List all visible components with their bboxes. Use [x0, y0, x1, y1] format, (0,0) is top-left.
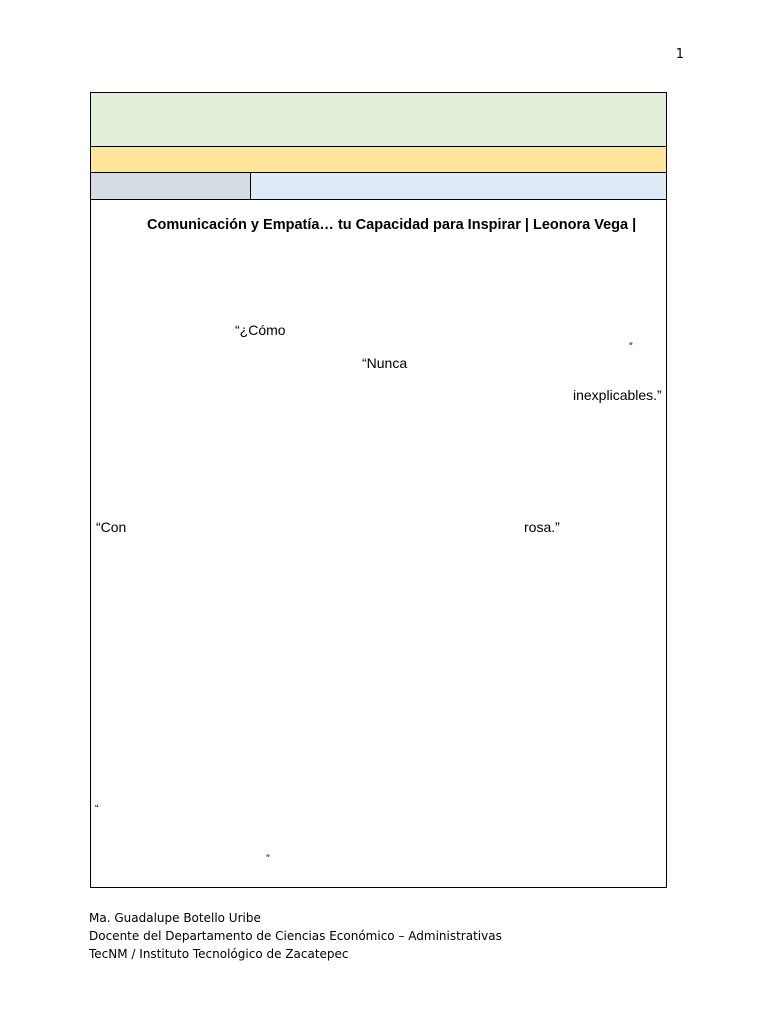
quote-fragment: inexplicables.”	[573, 387, 662, 403]
header-band-green	[91, 93, 666, 147]
author-institution: TecNM / Instituto Tecnológico de Zacatepec	[89, 947, 349, 961]
header-cell-right	[251, 173, 666, 200]
quote-fragment: “¿Cómo	[235, 322, 286, 338]
quote-fragment: ”	[629, 341, 633, 353]
author-name: Ma. Guadalupe Botello Uribe	[89, 911, 261, 925]
quote-fragment: rosa.”	[524, 519, 560, 535]
quote-fragment: “Nunca	[362, 355, 408, 371]
quote-fragment: “	[95, 803, 99, 815]
page-number: 1	[675, 47, 684, 62]
quote-fragment: “Con	[96, 519, 127, 535]
quote-fragment: ”	[266, 853, 270, 865]
header-band-yellow	[91, 147, 666, 173]
content-frame	[90, 92, 667, 888]
footer	[89, 909, 502, 963]
article-title: Comunicación y Empatía… tu Capacidad para Inspirar | Leonora Vega |	[147, 217, 637, 233]
header-cell-left	[91, 173, 251, 200]
author-role: Docente del Departamento de Ciencias Económico – Administrativas	[89, 929, 502, 943]
